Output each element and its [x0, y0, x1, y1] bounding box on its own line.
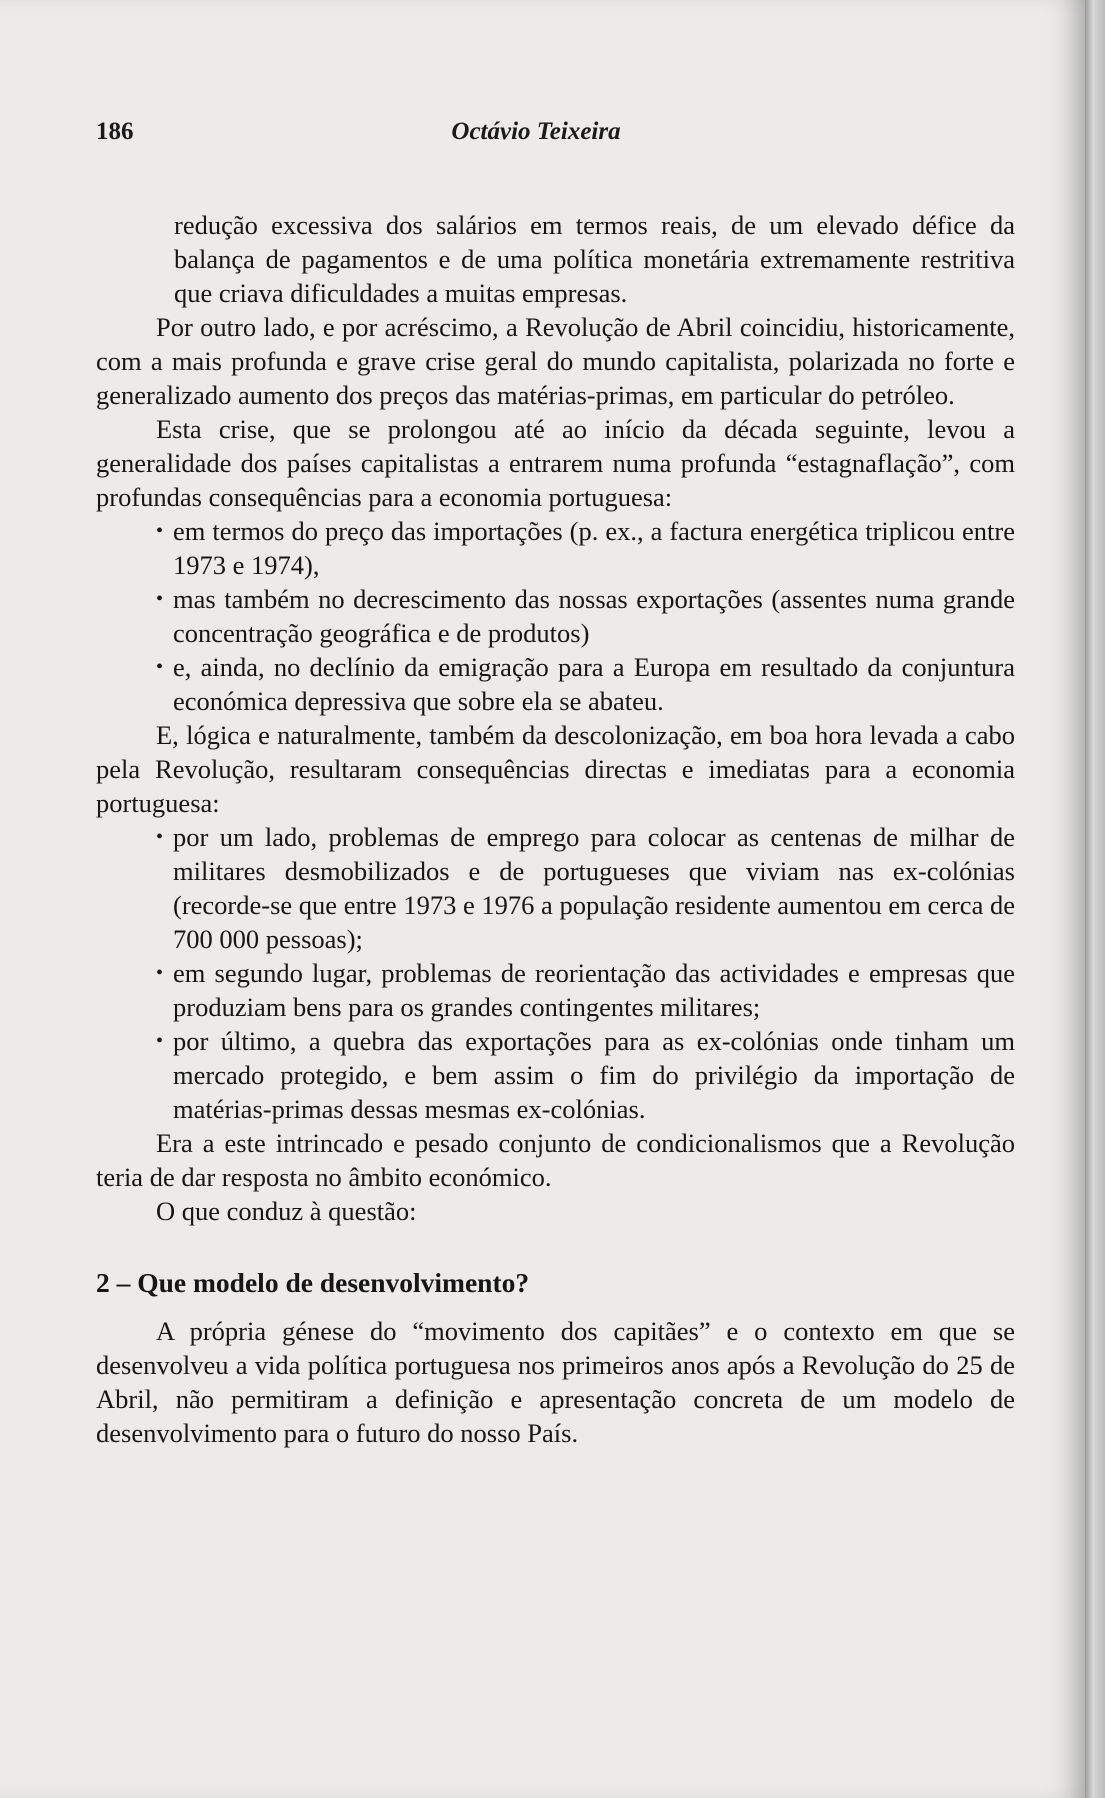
paragraph: Esta crise, que se prolongou até ao início da década seguinte, levou a generalidade dos países capitalistas a entrarem numa profunda “estagnaflação”, com profundas consequências para a economia portuguesa:	[96, 414, 1015, 512]
paragraph: E, lógica e naturalmente, também da descolonização, em boa hora levada a cabo pela Revolução, resultaram consequências directas e imediatas para a economia portuguesa:	[96, 720, 1015, 818]
bullet-item: • em segundo lugar, problemas de reorientação das actividades e empresas que produziam bens para os grandes contingentes militares;	[156, 956, 1015, 1024]
bullet-item: • por um lado, problemas de emprego para colocar as centenas de milhar de militares desmobilizados e de portugueses que viviam nas ex-colónias (recorde-se que entre 1973 e 1976 a população residente aumentou em cerca de 700 000 pessoas);	[156, 820, 1015, 956]
bullet-item: • mas também no decrescimento das nossas exportações (assentes numa grande concentração geográfica e de produtos)	[156, 582, 1015, 650]
paragraph: Por outro lado, e por acréscimo, a Revolução de Abril coincidiu, historicamente, com a mais profunda e grave crise geral do mundo capitalista, polarizada no forte e generalizado aumento dos preços das matérias-primas, em particular do petróleo.	[96, 312, 1015, 410]
paragraph: Era a este intrincado e pesado conjunto de condicionalismos que a Revolução teria de dar resposta no âmbito económico.	[96, 1128, 1015, 1192]
bullet-list	[96, 514, 1015, 718]
section-heading: 2 – Que modelo de desenvolvimento?	[96, 1267, 530, 1298]
body-text	[96, 208, 1015, 1450]
paragraph: O que conduz à questão:	[156, 1196, 417, 1226]
paragraph: A própria génese do “movimento dos capitães” e o contexto em que se desenvolveu a vida política portuguesa nos primeiros anos após a Revolução do 25 de Abril, não permitiram a definição e apresentação concreta de um modelo de desenvolvimento para o futuro do nosso País.	[96, 1316, 1015, 1448]
page-edge-shadow	[1085, 0, 1105, 1798]
running-head-author: Octávio Teixeira	[451, 118, 621, 145]
bullet-list	[96, 820, 1015, 1126]
bullet-item: • e, ainda, no declínio da emigração para a Europa em resultado da conjuntura económica depressiva que sobre ela se abateu.	[156, 650, 1015, 718]
bullet-item: • por último, a quebra das exportações para as ex-colónias onde tinham um mercado protegido, e bem assim o fim do privilégio da importação de matérias-primas dessas mesmas ex-colónias.	[156, 1024, 1015, 1126]
running-head	[96, 118, 976, 150]
bullet-item: • em termos do preço das importações (p. ex., a factura energética triplicou entre 1973 e 1974),	[156, 514, 1015, 582]
paragraph-continuation: redução excessiva dos salários em termos reais, de um elevado défice da balança de pagamentos e de uma política monetária extremamente restritiva que criava dificuldades a muitas empresas.	[174, 210, 1015, 308]
page-number: 186	[96, 118, 134, 145]
